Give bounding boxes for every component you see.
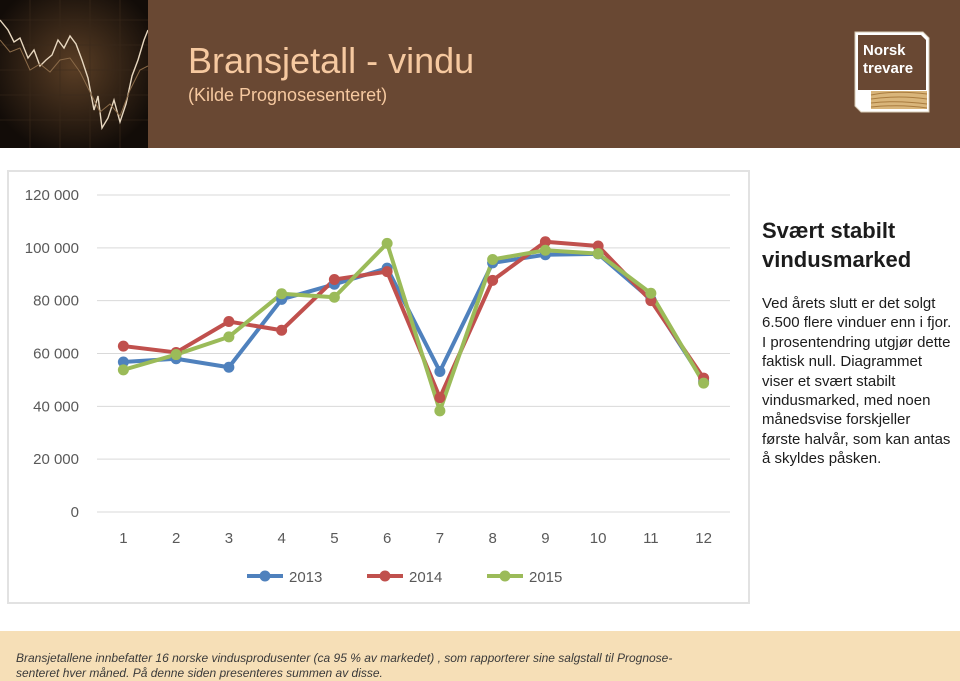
y-tick-label: 60 000: [33, 345, 79, 363]
y-tick-label: 120 000: [24, 187, 79, 204]
x-tick-label: 12: [695, 530, 712, 547]
data-point-2015: [434, 405, 445, 416]
data-point-2015: [698, 378, 709, 389]
stock-chart-photo: [0, 0, 148, 148]
y-tick-label: 80 000: [33, 292, 79, 310]
data-point-2015: [382, 238, 393, 249]
header-banner: [0, 0, 960, 148]
data-point-2015: [593, 248, 604, 259]
legend-swatch-marker: [380, 571, 391, 582]
x-tick-label: 4: [277, 530, 286, 547]
legend-label: 2014: [409, 569, 443, 586]
y-tick-label: 0: [70, 504, 79, 521]
legend-label: 2013: [289, 569, 323, 586]
series-line-2015: [123, 243, 703, 410]
chart-panel: [7, 170, 750, 604]
norsk-trevare-logo: [851, 28, 933, 119]
data-point-2014: [223, 316, 234, 327]
side-body-text: Ved årets slutt er det solgt 6.500 flere vinduer enn i fjor. I prosentendring utgjør dette faktisk null. Diagrammet viser et svært stabilt vindusmarked, med noen månedsvise forskjeller første halvår, som kan antas å skyldes påsken.: [762, 295, 952, 468]
x-tick-label: 5: [330, 530, 339, 547]
series-line-2013: [123, 254, 703, 381]
line-chart: [9, 172, 748, 602]
y-tick-label: 20 000: [33, 451, 79, 469]
footer-note: [0, 631, 960, 681]
data-point-2015: [540, 245, 551, 256]
data-point-2014: [118, 341, 129, 352]
data-point-2014: [382, 266, 393, 277]
wood-grain-icon: [871, 91, 927, 109]
x-tick-label: 8: [488, 530, 497, 547]
y-tick-label: 40 000: [33, 398, 79, 416]
x-tick-label: 11: [643, 530, 659, 547]
page-title: Bransjetall - vindu: [188, 40, 475, 81]
x-tick-label: 7: [435, 530, 445, 547]
data-point-2013: [434, 366, 445, 377]
footer-text: Bransjetallene innbefatter 16 norske vindusprodusenter (ca 95 % av markedet) , som rapporterer sine salgstall til Prognose-senteret hver måned. På denne siden presenteres summen av disse.: [16, 651, 673, 680]
data-point-2014: [329, 274, 340, 285]
data-point-2015: [487, 254, 498, 265]
x-tick-label: 6: [382, 530, 392, 547]
data-point-2015: [223, 331, 234, 342]
legend-swatch-marker: [260, 571, 271, 582]
data-point-2014: [276, 325, 287, 336]
data-point-2015: [329, 292, 340, 303]
data-point-2015: [645, 288, 656, 299]
data-point-2014: [434, 392, 445, 403]
y-tick-label: 100 000: [24, 239, 79, 257]
logo-text-trevare: trevare: [863, 60, 914, 77]
data-point-2015: [276, 288, 287, 299]
x-tick-label: 10: [589, 530, 607, 547]
data-point-2013: [223, 362, 234, 373]
data-point-2015: [171, 349, 182, 360]
x-tick-label: 9: [541, 530, 550, 547]
data-point-2015: [118, 364, 129, 375]
x-tick-label: 1: [119, 530, 128, 547]
legend-label: 2015: [529, 569, 563, 586]
x-tick-label: 3: [224, 530, 234, 547]
data-point-2014: [487, 275, 498, 286]
logo-text-norsk: Norsk: [863, 42, 906, 59]
page-subtitle: (Kilde Prognosesenteret): [188, 85, 388, 105]
side-heading: Svært stabilt vindusmarked: [762, 218, 912, 272]
x-tick-label: 2: [171, 530, 181, 547]
legend-swatch-marker: [500, 571, 511, 582]
